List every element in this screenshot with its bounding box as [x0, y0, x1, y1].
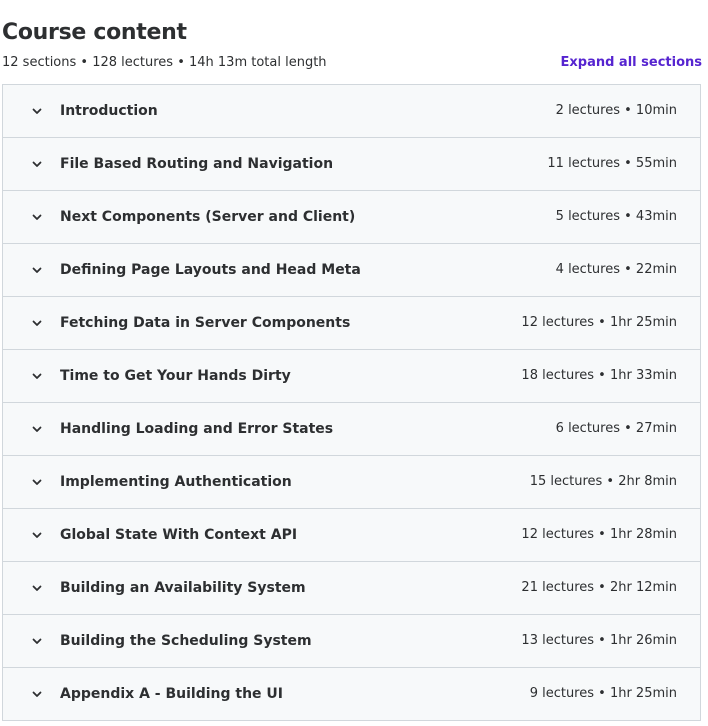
chevron-down-icon[interactable] [30, 369, 44, 383]
section-row[interactable] [3, 562, 700, 615]
section-row[interactable] [3, 350, 700, 403]
section-info: 4 lectures • 22min [555, 262, 677, 277]
section-title: Time to Get Your Hands Dirty [60, 368, 291, 384]
chevron-down-icon[interactable] [30, 581, 44, 595]
chevron-down-icon[interactable] [30, 104, 44, 118]
section-row[interactable] [3, 668, 700, 720]
section-info: 11 lectures • 55min [547, 156, 677, 171]
chevron-down-icon[interactable] [30, 210, 44, 224]
section-info: 13 lectures • 1hr 26min [521, 633, 677, 648]
section-title: Implementing Authentication [60, 474, 292, 490]
section-title: Building the Scheduling System [60, 633, 312, 649]
section-row[interactable] [3, 85, 700, 138]
sections-list [2, 84, 701, 721]
section-info: 6 lectures • 27min [555, 421, 677, 436]
chevron-down-icon[interactable] [30, 157, 44, 171]
section-info: 12 lectures • 1hr 28min [521, 527, 677, 542]
section-title: Introduction [60, 103, 158, 119]
section-title: File Based Routing and Navigation [60, 156, 334, 172]
section-info: 15 lectures • 2hr 8min [529, 474, 677, 489]
section-info: 2 lectures • 10min [555, 103, 677, 118]
section-title: Global State With Context API [60, 527, 298, 543]
chevron-down-icon[interactable] [30, 316, 44, 330]
section-title: Appendix A - Building the UI [60, 686, 283, 702]
section-row[interactable] [3, 191, 700, 244]
expand-all-sections-button[interactable]: Expand all sections [560, 55, 702, 70]
section-title: Next Components (Server and Client) [60, 209, 356, 225]
section-row[interactable] [3, 615, 700, 668]
section-info: 5 lectures • 43min [555, 209, 677, 224]
chevron-down-icon[interactable] [30, 475, 44, 489]
section-title: Handling Loading and Error States [60, 421, 334, 437]
section-row[interactable] [3, 403, 700, 456]
section-info: 9 lectures • 1hr 25min [529, 686, 677, 701]
page-title: Course content [2, 20, 187, 46]
chevron-down-icon[interactable] [30, 687, 44, 701]
section-row[interactable] [3, 509, 700, 562]
section-title: Fetching Data in Server Components [60, 315, 351, 331]
section-info: 21 lectures • 2hr 12min [521, 580, 677, 595]
chevron-down-icon[interactable] [30, 634, 44, 648]
section-row[interactable] [3, 456, 700, 509]
chevron-down-icon[interactable] [30, 422, 44, 436]
course-meta-row [2, 54, 702, 72]
section-row[interactable] [3, 244, 700, 297]
chevron-down-icon[interactable] [30, 263, 44, 277]
section-title: Building an Availability System [60, 580, 306, 596]
section-info: 12 lectures • 1hr 25min [521, 315, 677, 330]
section-title: Defining Page Layouts and Head Meta [60, 262, 361, 278]
chevron-down-icon[interactable] [30, 528, 44, 542]
section-info: 18 lectures • 1hr 33min [521, 368, 677, 383]
section-row[interactable] [3, 138, 700, 191]
course-summary: 12 sections • 128 lectures • 14h 13m total length [2, 55, 327, 70]
section-row[interactable] [3, 297, 700, 350]
